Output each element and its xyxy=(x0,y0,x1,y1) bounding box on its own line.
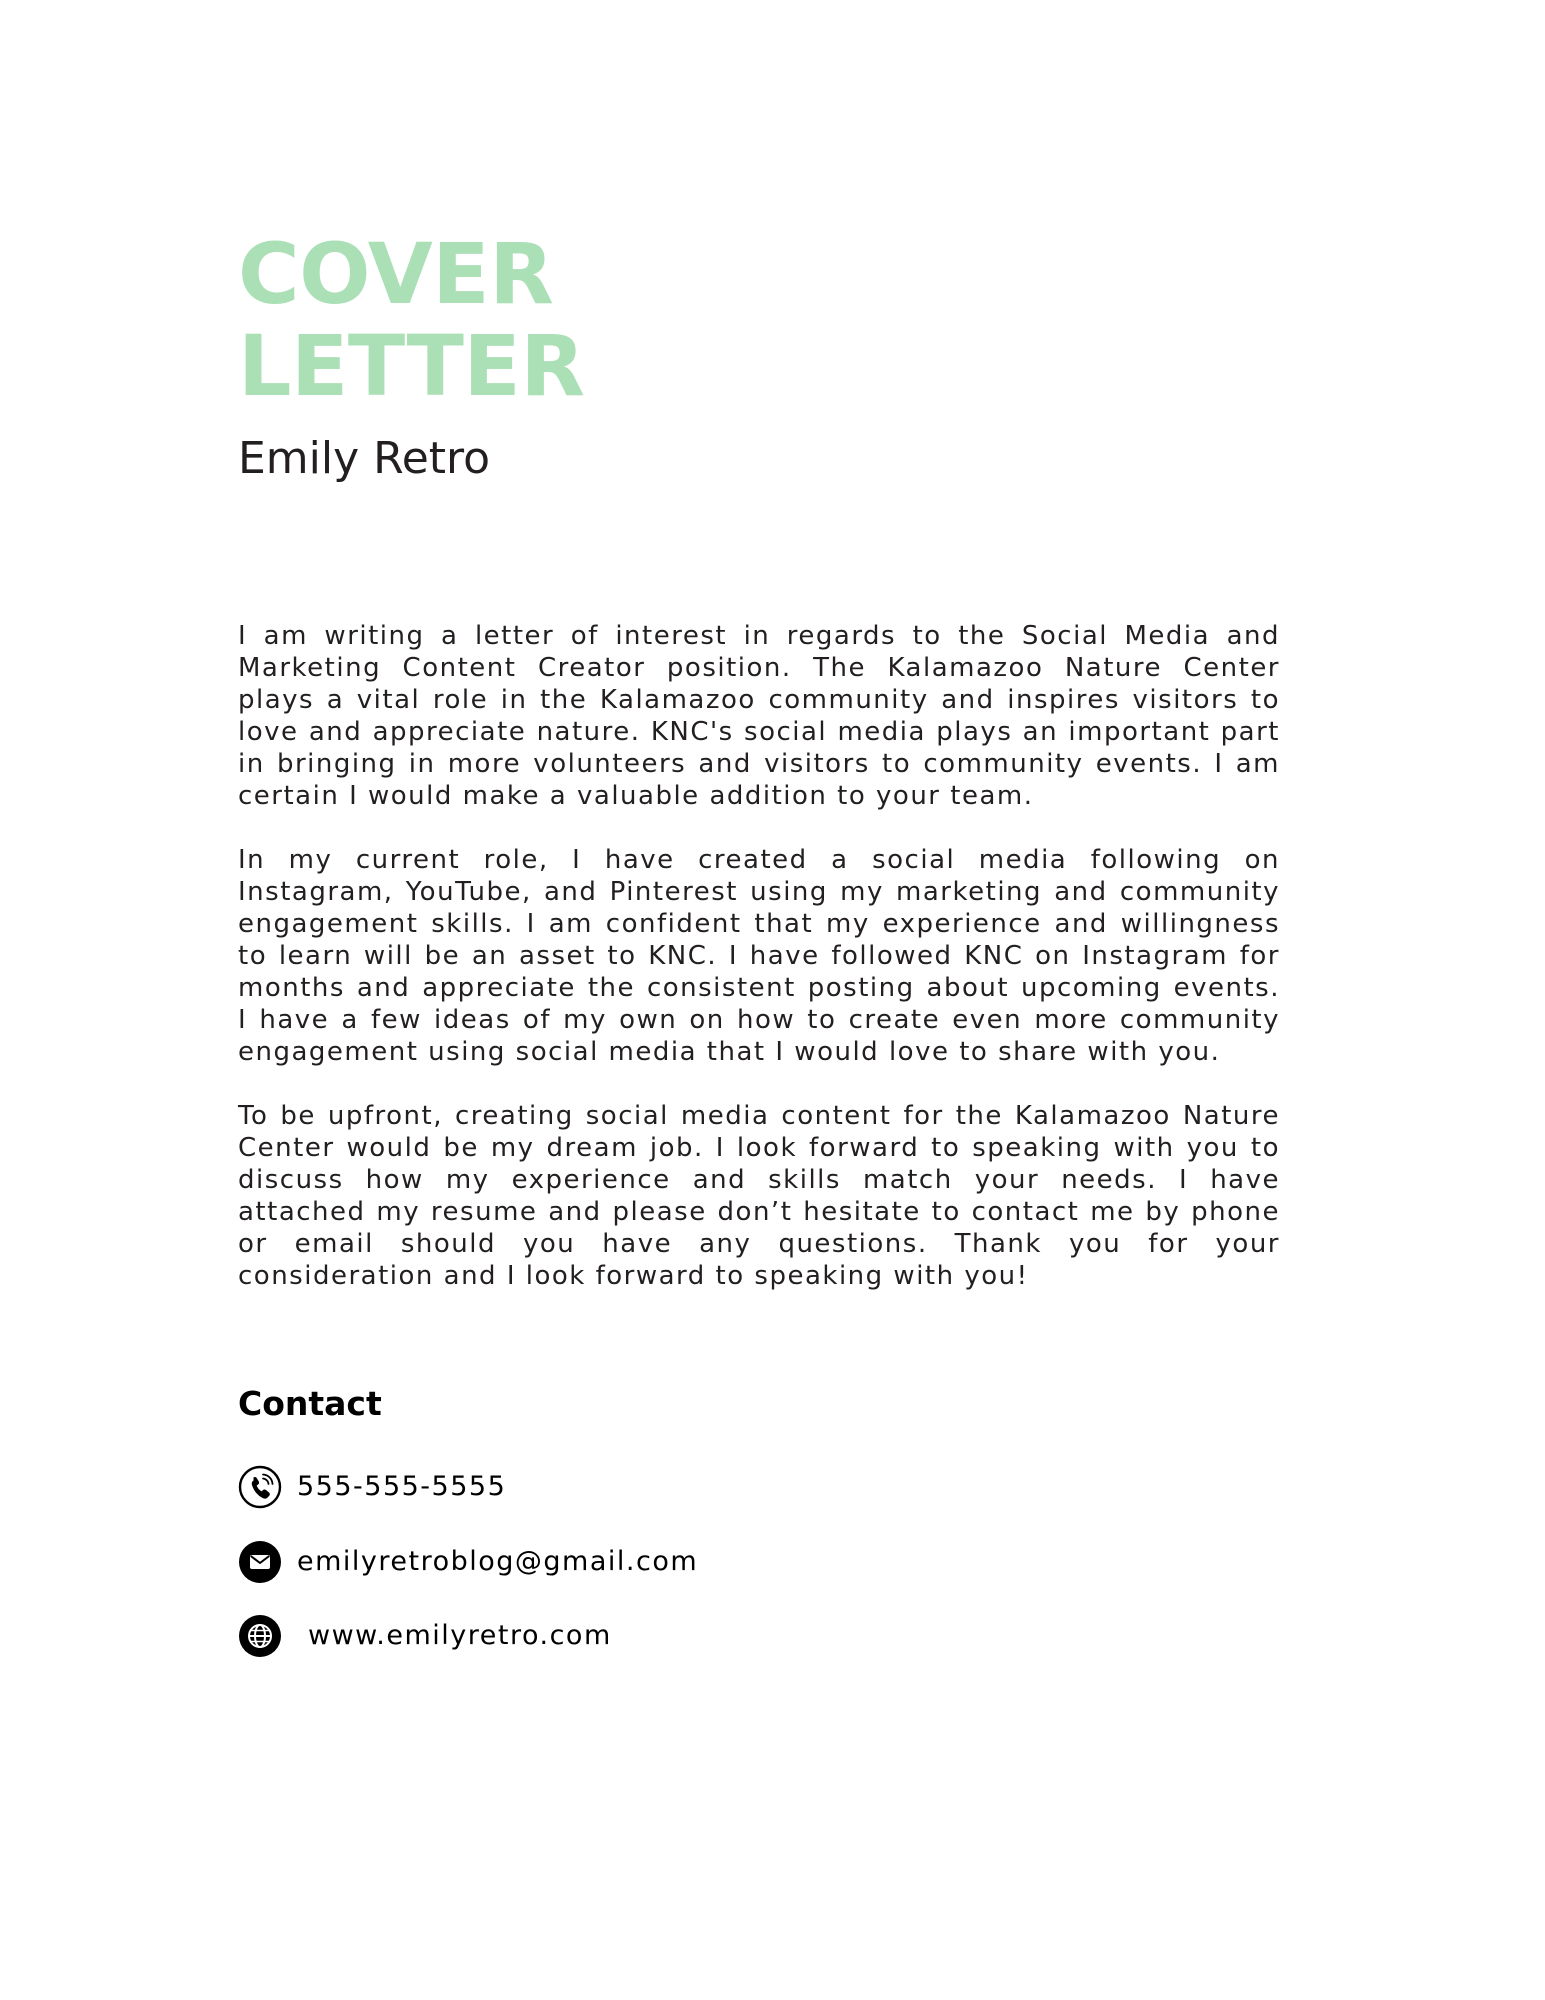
title-line-2: LETTER xyxy=(238,317,585,415)
mail-icon xyxy=(238,1540,282,1584)
letter-paragraph-2: In my current role, I have created a social media following on Instagram, YouTube, and Pinterest using my marketing and community engagement skills. I am confident that my experience and willingness to learn will be an asset to KNC. I have followed KNC on Instagram for months and appreciate the consistent posting about upcoming events. I have a few ideas of my own on how to create even more community engagement using social media that I would love to share with you. xyxy=(238,845,1280,1067)
contact-email xyxy=(238,1539,698,1585)
author-name: Emily Retro xyxy=(238,433,491,484)
phone-icon xyxy=(238,1465,282,1509)
contact-phone xyxy=(238,1464,506,1510)
contact-website xyxy=(238,1613,612,1659)
phone-number: 555-555-5555 xyxy=(297,1471,507,1502)
letter-paragraph-3: To be upfront, creating social media content for the Kalamazoo Nature Center would be my dream job. I look forward to speaking with you to discuss how my experience and skills match your needs. I have attached my resume and please don’t hesitate to contact me by phone or email should you have any questions. Thank you for your consideration and I look forward to speaking with you! xyxy=(238,1101,1280,1291)
email-address[interactable]: emilyretroblog@gmail.com xyxy=(297,1546,699,1577)
letter-body xyxy=(238,620,1280,1324)
globe-icon xyxy=(238,1614,282,1658)
website-url[interactable]: www.emilyretro.com xyxy=(308,1620,612,1651)
title-line-1: COVER xyxy=(238,225,554,323)
contact-heading: Contact xyxy=(238,1384,382,1423)
letter-paragraph-1: I am writing a letter of interest in regards to the Social Media and Marketing Content Creator position. The Kalamazoo Nature Center plays a vital role in the Kalamazoo community and inspires visitors to love and appreciate nature. KNC's social media plays an important part in bringing in more volunteers and visitors to community events. I am certain I would make a valuable addition to your team. xyxy=(238,621,1280,811)
document-title xyxy=(238,225,585,415)
